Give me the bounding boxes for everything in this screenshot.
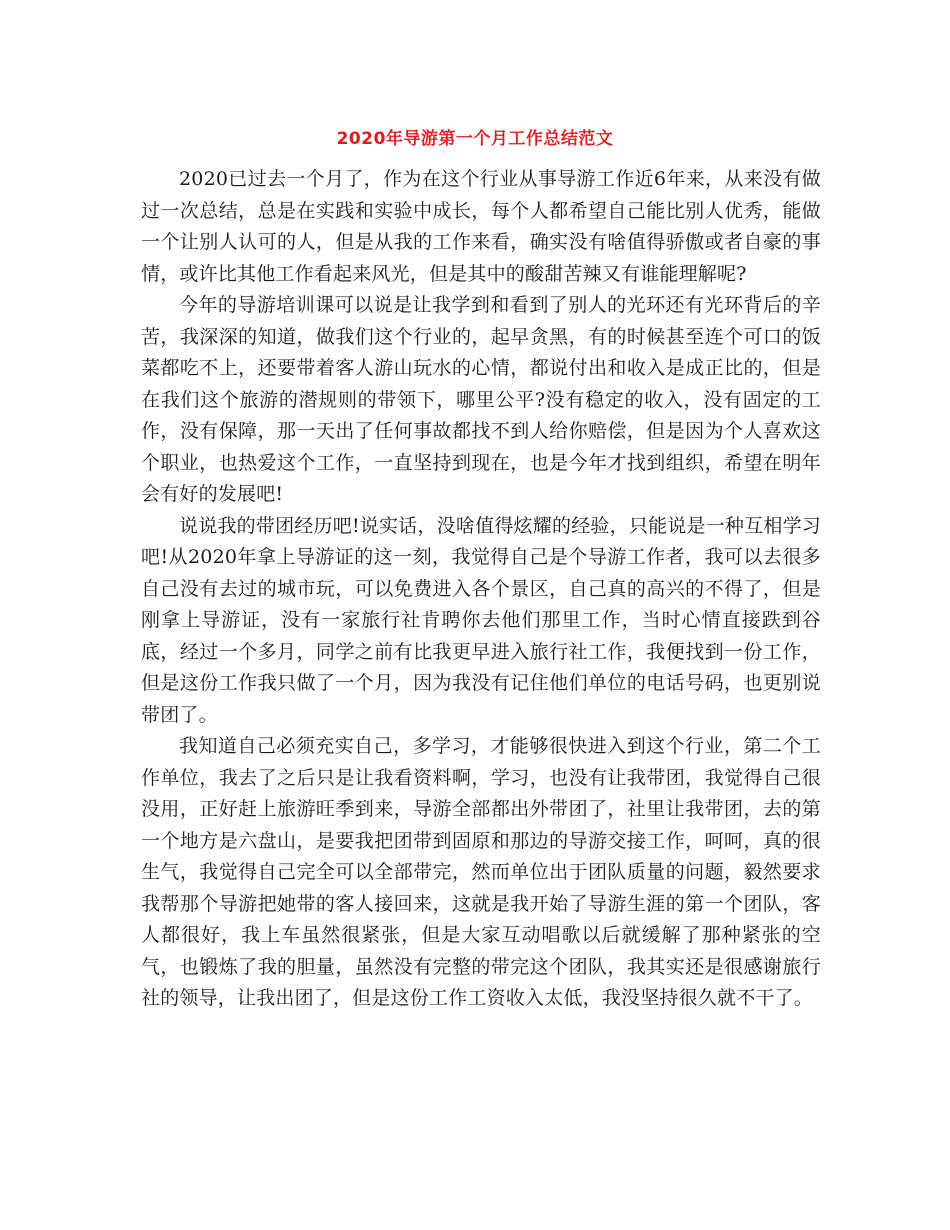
document-body: [141, 164, 821, 1015]
document-title: 2020年导游第一个月工作总结范文: [336, 129, 614, 149]
paragraph-1: 2020已过去一个月了，作为在这个行业从事导游工作近6年来，从来没有做过一次总结，总是在实践和实验中成长，每个人都希望自己能比别人优秀，能做一个让别人认可的人，但是从我的工作来看，确实没有啥值得骄傲或者自豪的事情，或许比其他工作看起来风光，但是其中的酸甜苦辣又有谁能理解呢?: [141, 168, 821, 285]
paragraph-4: 我知道自己必须充实自己，多学习，才能够很快进入到这个行业，第二个工作单位，我去了之后只是让我看资料啊，学习，也没有让我带团，我觉得自己很没用，正好赶上旅游旺季到来，导游全部都出外带团了，社里让我带团，去的第一个地方是六盘山，是要我把团带到固原和那边的导游交接工作，呵呵，真的很生气，我觉得自己完全可以全部带完，然而单位出于团队质量的问题，毅然要求我帮那个导游把她带的客人接回来，这就是我开始了导游生涯的第一个团队，客人都很好，我上车虽然很紧张，但是大家互动唱歌以后就缓解了那种紧张的空气，也锻炼了我的胆量，虽然没有完整的带完这个团队，我其实还是很感谢旅行社的领导，让我出团了，但是这份工作工资收入太低，我没坚持很久就不干了。: [141, 735, 821, 1009]
paragraph-2: 今年的导游培训课可以说是让我学到和看到了别人的光环还有光环背后的辛苦，我深深的知道，做我们这个行业的，起早贪黑，有的时候甚至连个可口的饭菜都吃不上，还要带着客人游山玩水的心情，都说付出和收入是成正比的，但是在我们这个旅游的潜规则的带领下，哪里公平?没有稳定的收入，没有固定的工作，没有保障，那一天出了任何事故都找不到人给你赔偿，但是因为个人喜欢这个职业，也热爱这个工作，一直坚持到现在，也是今年才找到组织，希望在明年会有好的发展吧!: [141, 294, 821, 505]
paragraph-3: 说说我的带团经历吧!说实话，没啥值得炫耀的经验，只能说是一种互相学习吧!从2020年拿上导游证的这一刻，我觉得自己是个导游工作者，我可以去很多自己没有去过的城市玩，可以免费进入各个景区，自己真的高兴的不得了，但是刚拿上导游证，没有一家旅行社肯聘你去他们那里工作，当时心情直接跌到谷底，经过一个多月，同学之前有比我更早进入旅行社工作，我便找到一份工作，但是这份工作我只做了一个月，因为我没有记住他们单位的电话号码，也更别说带团了。: [141, 514, 821, 726]
